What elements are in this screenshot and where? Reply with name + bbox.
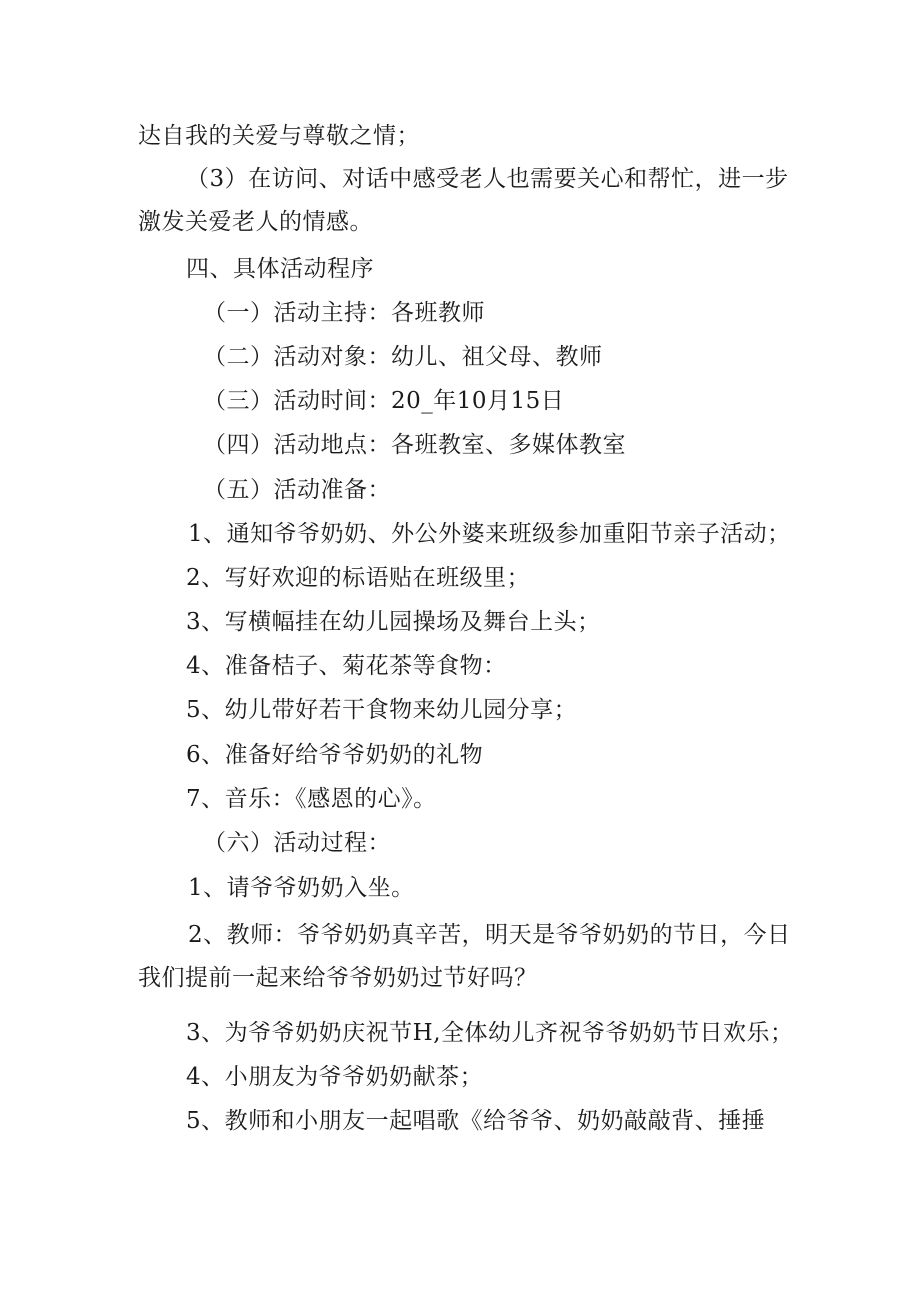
text-line: （一）活动主持：各班教师 <box>203 300 485 326</box>
list-item: 2、教师：爷爷奶奶真辛苦，明天是爷爷奶奶的节日，今日 <box>188 922 791 948</box>
list-item: 1、通知爷爷奶奶、外公外婆来班级参加重阳节亲子活动； <box>188 521 791 547</box>
list-item: 2、写好欢迎的标语贴在班级里； <box>186 565 531 591</box>
text-line: （四）活动地点：各班教室、多媒体教室 <box>203 432 626 458</box>
text-line: （五）活动准备： <box>203 477 391 503</box>
text-line: （二）活动对象：幼儿、祖父母、教师 <box>203 344 603 370</box>
list-item: 1、请爷爷奶奶入坐。 <box>188 875 415 901</box>
section-heading: 四、具体活动程序 <box>186 256 374 282</box>
list-item: 7、音乐：《感恩的心》。 <box>186 786 437 812</box>
list-item: 4、小朋友为爷爷奶奶献茶； <box>186 1064 484 1090</box>
text-line: （三）活动时间：20_年10月15日 <box>203 388 565 414</box>
list-item: 3、写横幅挂在幼儿园操场及舞台上头； <box>186 609 601 635</box>
list-item: 4、准备桔子、菊花茶等食物： <box>186 653 507 679</box>
text-line: （六）活动过程： <box>203 830 391 856</box>
text-line: 达自我的关爱与尊敬之情； <box>138 123 420 149</box>
list-item: 6、准备好给爷爷奶奶的礼物 <box>186 742 484 768</box>
list-item: 3、为爷爷奶奶庆祝节H,全体幼儿齐祝爷爷奶奶节日欢乐； <box>186 1020 794 1046</box>
list-item: 5、教师和小朋友一起唱歌《给爷爷、奶奶敲敲背、捶捶 <box>186 1108 766 1134</box>
text-line: （3）在访问、对话中感受老人也需要关心和帮忙，进一步 <box>186 166 789 192</box>
list-item: 5、幼儿带好若干食物来幼儿园分享； <box>186 697 578 723</box>
text-line: 激发关爱老人的情感。 <box>138 209 373 235</box>
text-line: 我们提前一起来给爷爷奶奶过节好吗？ <box>138 965 538 991</box>
